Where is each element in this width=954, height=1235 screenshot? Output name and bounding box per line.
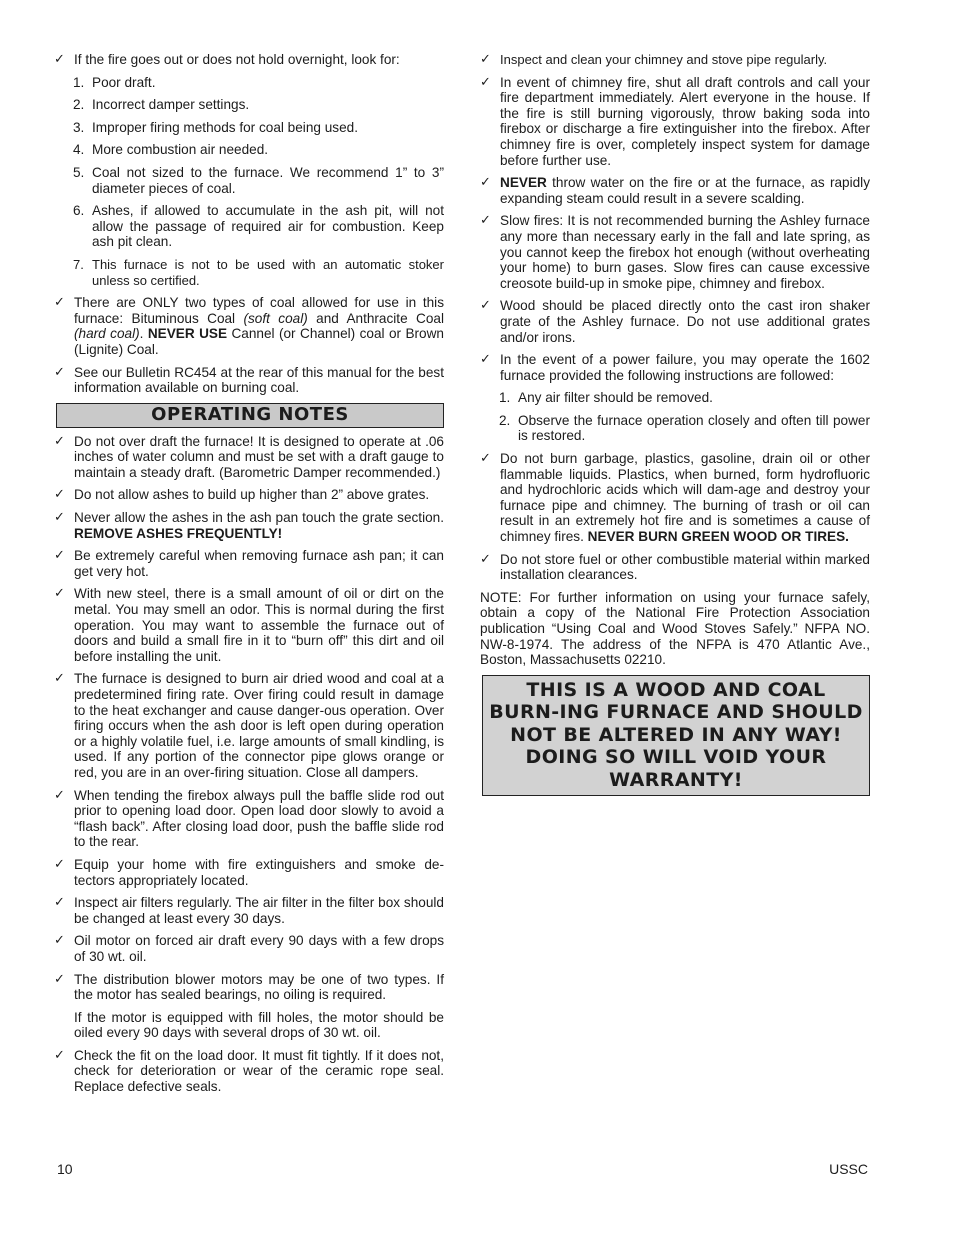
list-item: 4. More combustion air needed. bbox=[73, 142, 269, 158]
check-icon: ✓ bbox=[54, 548, 65, 564]
check-icon: ✓ bbox=[480, 298, 491, 314]
note-item: ✓ Never allow the ashes in the ash pan touch the grate section. REMOVE ASHES FREQUENTLY! bbox=[54, 510, 444, 541]
check-icon: ✓ bbox=[54, 895, 65, 911]
check-icon: ✓ bbox=[54, 1047, 65, 1063]
note-item: ✓ Slow fires: It is not recommended burning the Ashley furnace any more than necessary early in the fall and late spring, as you cannot keep the firebox hot enough (without overheating your home) to burn gases. Slow fires can cause excessive creosote build-up in smoke pipe, chimney and firebox. bbox=[480, 213, 870, 291]
note-item: ✓ Inspect and clean your chimney and stove pipe regularly. bbox=[480, 52, 828, 67]
left-column bbox=[54, 52, 444, 1102]
note-item: ✓ Oil motor on forced air draft every 90 days with a few drops of 30 wt. oil. bbox=[54, 933, 444, 964]
list-item: 1. Poor draft. bbox=[73, 74, 156, 90]
note-item: ✓ Do not burn garbage, plastics, gasoline, drain oil or other flammable liquids. Plastics, when burned, form hydrofluoric and hydrochloric acids which will dam-age and destroy your furnace pipe and chimney. The burning of trash or oil can result in an extremely hot fire and is sometimes a cause of chimney fires. NEVER BURN GREEN WOOD OR TIRES. bbox=[480, 451, 870, 545]
note-item: ✓ With new steel, there is a small amount of oil or dirt on the metal. You may smell an odor. This is normal during the first operation. You may want to assemble the furnace out of doors and build a small fire in it to “burn off” this dirt and oil before installing the unit. bbox=[54, 586, 444, 664]
check-icon: ✓ bbox=[480, 52, 491, 67]
list-item: 2. Observe the furnace operation closely and often till power is restored. bbox=[499, 412, 870, 444]
check-icon: ✓ bbox=[480, 451, 491, 467]
check-icon: ✓ bbox=[54, 971, 65, 987]
note-item: ✓ Equip your home with fire extinguishers and smoke de-tectors appropriately located. bbox=[54, 856, 444, 888]
bullet-fire-out: ✓ If the fire goes out or does not hold overnight, look for: bbox=[54, 52, 400, 67]
check-icon: ✓ bbox=[54, 671, 65, 687]
list-item: 2. Incorrect damper settings. bbox=[73, 97, 250, 113]
check-icon: ✓ bbox=[54, 52, 65, 67]
note-item: ✓ When tending the firebox always pull the baffle slide rod out prior to opening load door. Open load door slowly to avoid a “flash back”. After closing load door, push the baffle slide rod to the rear. bbox=[54, 787, 444, 850]
check-icon: ✓ bbox=[54, 433, 65, 449]
check-icon: ✓ bbox=[54, 364, 65, 380]
nfpa-note: NOTE: For further information on using your furnace safely, obtain a copy of the National Fire Protection Association publication “Using Coal and Wood Stoves Safely.” NFPA NO. NW-8-1974. The address of the NFPA is 470 Atlantic Ave., Boston, Massachusetts 02210. bbox=[480, 589, 870, 668]
note-item: ✓ Do not over draft the furnace! It is designed to operate at .06 inches of water column and must be set with a draft gauge to maintain a steady draft. (Barometric Damper recommended.) bbox=[54, 433, 444, 480]
note-item: ✓ Wood should be placed directly onto the cast iron shaker grate of the Ashley furnace. Do not use additional grates and/or irons. bbox=[480, 298, 870, 345]
note-item: ✓ In the event of a power failure, you may operate the 1602 furnace provided the following instructions are followed: bbox=[480, 352, 870, 383]
check-icon: ✓ bbox=[480, 175, 491, 191]
check-icon: ✓ bbox=[480, 352, 491, 368]
warranty-warning: THIS IS A WOOD AND COAL BURN-ING FURNACE AND SHOULD NOT BE ALTERED IN ANY WAY! DOING SO WILL VOID YOUR WARRANTY! bbox=[482, 675, 870, 797]
note-item: ✓ Be extremely careful when removing furnace ash pan; it can get very hot. bbox=[54, 548, 444, 579]
bullet-bulletin: ✓ See our Bulletin RC454 at the rear of this manual for the best information available on burning coal. bbox=[54, 364, 444, 396]
page-number: 10 bbox=[57, 1161, 73, 1177]
note-item: ✓ Check the fit on the load door. It must fit tightly. If it does not, check for deterioration or wear of the ceramic rope seal. Replace defective seals. bbox=[54, 1047, 444, 1095]
check-icon: ✓ bbox=[480, 74, 491, 90]
check-icon: ✓ bbox=[54, 510, 65, 526]
check-icon: ✓ bbox=[480, 551, 491, 567]
check-icon: ✓ bbox=[54, 487, 65, 503]
check-icon: ✓ bbox=[480, 213, 491, 229]
list-item: 1. Any air filter should be removed. bbox=[499, 390, 713, 406]
check-icon: ✓ bbox=[54, 586, 65, 602]
note-item: ✓ In event of chimney fire, shut all draft controls and call your fire department immediately. Alert everyone in the house. If the fire is still burning vigorously, throw baking soda into firebox or discharge a fire extinguisher into the firebox. After chimney fire is over, completely inspect system for damage before further use. bbox=[480, 74, 870, 168]
note-item: ✓ Inspect air filters regularly. The air filter in the filter box should be changed at least every 30 days. bbox=[54, 895, 444, 926]
note-item: ✓ NEVER throw water on the fire or at the furnace, as rapidly expanding steam could result in a severe scalding. bbox=[480, 175, 870, 206]
list-item: 5. Coal not sized to the furnace. We recommend 1” to 3” diameter pieces of coal. bbox=[73, 164, 444, 196]
note-item: ✓ The distribution blower motors may be one of two types. If the motor has sealed bearings, no oiling is required. bbox=[54, 971, 444, 1003]
right-column bbox=[480, 52, 870, 796]
note-continuation: If the motor is equipped with fill holes, the motor should be oiled every 90 days with several drops of 30 wt. oil. bbox=[74, 1009, 444, 1041]
note-item: ✓ Do not store fuel or other combustible material within marked installation clearances. bbox=[480, 551, 870, 583]
bullet-coal-types: ✓ There are ONLY two types of coal allowed for use in this furnace: Bituminous Coal (soft coal) and Anthracite Coal (hard coal). NEVER USE Cannel (or Channel) coal or Brown (Lignite) Coal. bbox=[54, 295, 444, 357]
check-icon: ✓ bbox=[54, 933, 65, 949]
footer-brand: USSC bbox=[829, 1161, 868, 1177]
check-icon: ✓ bbox=[54, 856, 65, 872]
check-icon: ✓ bbox=[54, 295, 65, 311]
note-item: ✓ Do not allow ashes to build up higher than 2” above grates. bbox=[54, 487, 430, 503]
list-item: 3. Improper firing methods for coal being used. bbox=[73, 119, 358, 135]
note-item: ✓ The furnace is designed to burn air dried wood and coal at a predetermined firing rate. Over firing could result in damage to the heat exchanger and cause danger-ous operation. Over firing occurs when the ash door is left open during operation or a highly volatile fuel, i.e. large amounts of small kindling, is used. If any portion of the connector pipe glows orange or red, you are in an over-firing situation. Close all dampers. bbox=[54, 671, 444, 780]
list-item: 7. This furnace is not to be used with an automatic stoker unless so certified. bbox=[73, 256, 444, 288]
section-heading: OPERATING NOTES bbox=[56, 403, 444, 428]
check-icon: ✓ bbox=[54, 787, 65, 803]
list-item: 6. Ashes, if allowed to accumulate in the ash pit, will not allow the passage of required air for combustion. Keep ash pit clean. bbox=[73, 203, 444, 250]
